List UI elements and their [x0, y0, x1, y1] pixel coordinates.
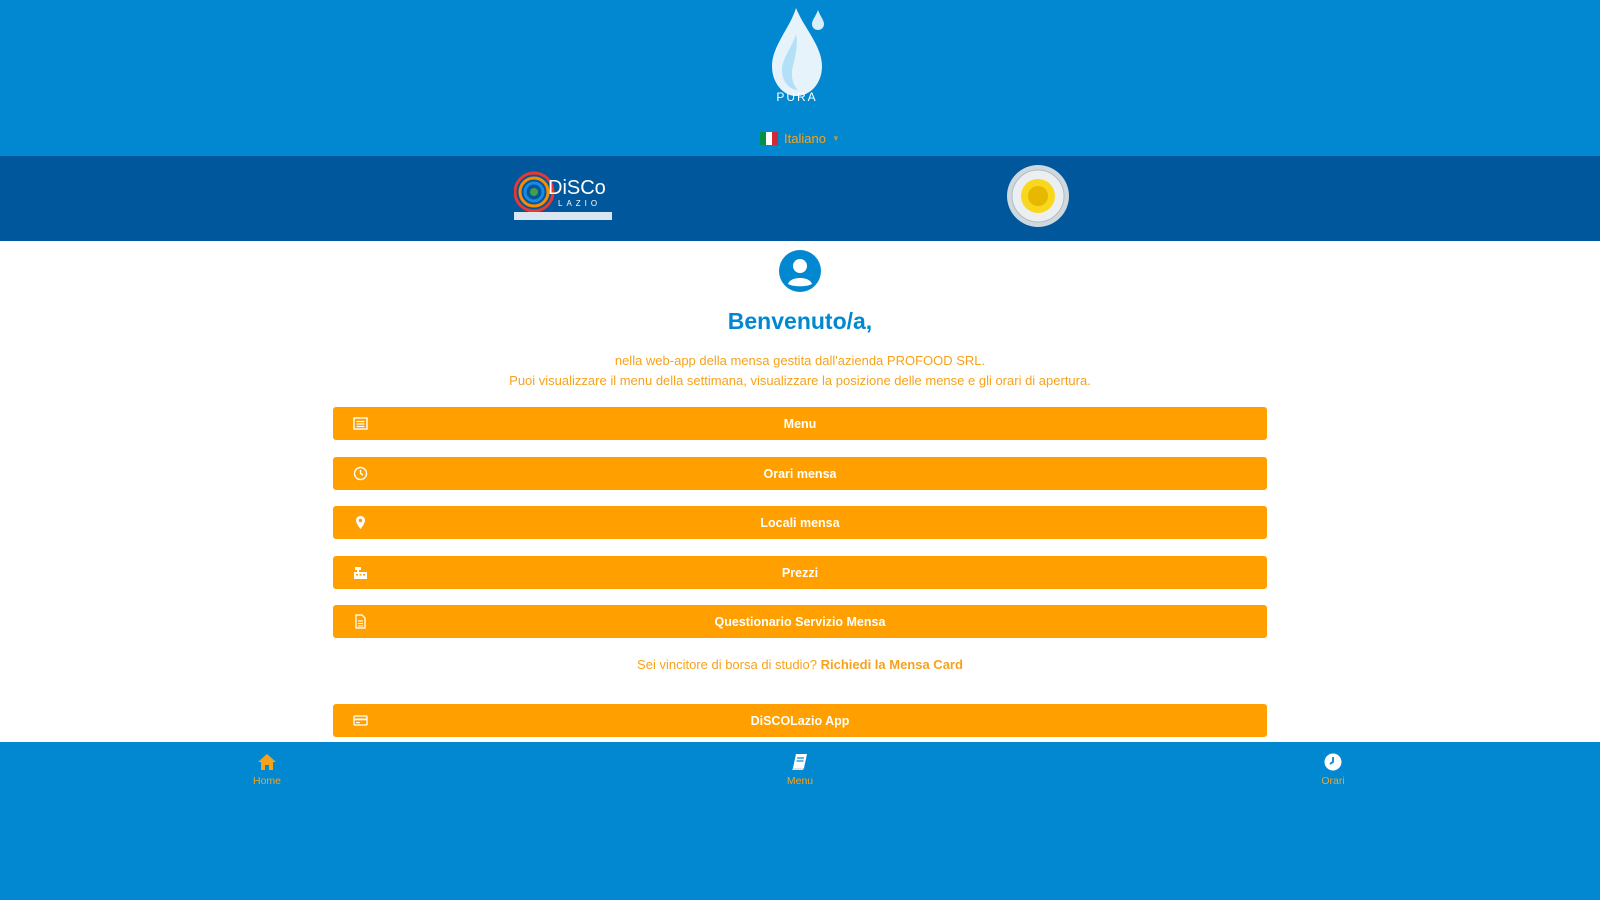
nav-orari[interactable]	[1293, 752, 1373, 787]
italian-flag-icon	[760, 132, 778, 145]
user-avatar-icon	[779, 250, 821, 292]
partner-bar	[0, 156, 1600, 241]
questionario-button-label: Questionario Servizio Mensa	[714, 614, 886, 629]
disco-lazio-logo	[514, 168, 612, 222]
document-icon	[353, 614, 368, 629]
language-selector[interactable]	[760, 128, 840, 148]
questionario-button[interactable]	[333, 605, 1267, 638]
pura-logo	[766, 4, 834, 110]
list-icon	[353, 416, 368, 431]
orari-mensa-button[interactable]	[333, 457, 1267, 490]
prezzi-button-label: Prezzi	[781, 565, 819, 580]
university-seal-logo	[1006, 164, 1070, 228]
svg-text:DiSCo: DiSCo	[548, 177, 606, 199]
orari-mensa-button-label: Orari mensa	[763, 466, 837, 481]
chevron-down-icon: ▼	[831, 133, 840, 143]
welcome-line-2: Puoi visualizzare il menu della settimana, visualizzare la posizione delle mense e gli orari di apertura.	[509, 373, 1091, 388]
prezzi-button[interactable]	[333, 556, 1267, 589]
clock-icon	[353, 466, 368, 481]
book-icon	[790, 752, 810, 772]
locali-mensa-button-label: Locali mensa	[760, 515, 840, 530]
nav-home[interactable]	[227, 752, 307, 787]
cash-register-icon	[353, 565, 368, 580]
svg-text:PURA: PURA	[776, 90, 818, 104]
home-icon	[257, 752, 277, 772]
discolazio-app-button-label: DiSCOLazio App	[750, 713, 850, 728]
menu-button-label: Menu	[783, 416, 817, 431]
mensa-card-link[interactable]: Richiedi la Mensa Card	[820, 657, 963, 672]
svg-text:LAZIO: LAZIO	[558, 199, 602, 208]
nav-menu-label: Menu	[786, 775, 814, 787]
scholarship-question: Sei vincitore di borsa di studio?	[637, 657, 817, 672]
welcome-title: Benvenuto/a,	[727, 308, 873, 334]
locali-mensa-button[interactable]	[333, 506, 1267, 539]
scholarship-text	[0, 657, 1600, 672]
language-label: Italiano	[784, 130, 826, 146]
nav-home-label: Home	[252, 775, 281, 787]
clock-icon	[1323, 752, 1343, 772]
menu-button[interactable]	[333, 407, 1267, 440]
credit-card-icon	[353, 713, 368, 728]
nav-menu[interactable]	[760, 752, 840, 787]
welcome-line-1: nella web-app della mensa gestita dall'azienda PROFOOD SRL.	[614, 353, 986, 368]
nav-orari-label: Orari	[1321, 775, 1345, 787]
map-pin-icon	[353, 515, 368, 530]
discolazio-app-button[interactable]	[333, 704, 1267, 737]
